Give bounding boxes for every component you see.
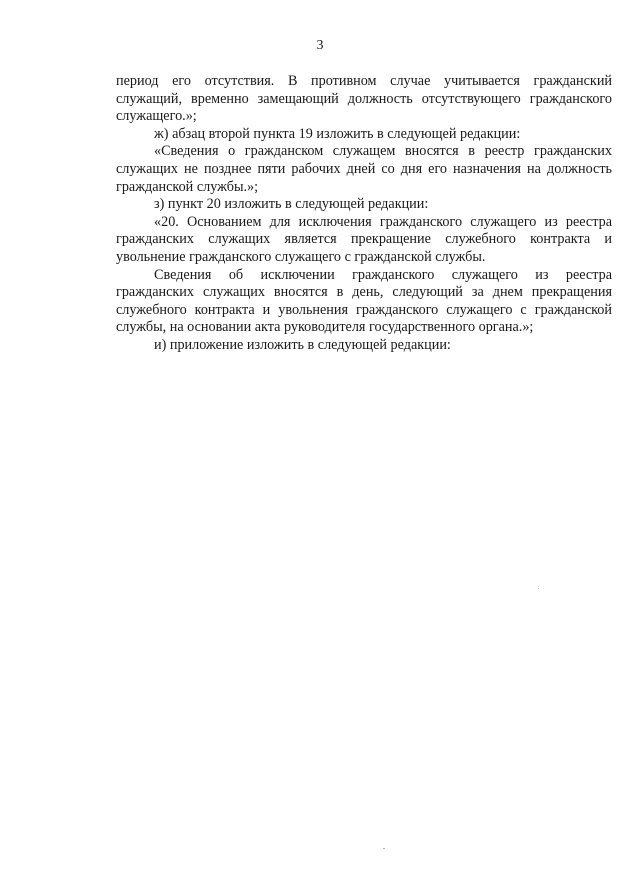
text-line: службы, на основании акта руководителя государственного органа.»; [116, 319, 534, 336]
text-line: служащих не позднее пяти рабочих дней со дня его назначения на должность [116, 160, 612, 177]
text-line: и) приложение изложить в следующей редакции: [154, 336, 451, 353]
text-line: служебного контракта и увольнения гражданского служащего с гражданской [116, 301, 612, 318]
text-line: ж) абзац второй пункта 19 изложить в следующей редакции: [154, 125, 521, 142]
text-line: гражданских служащих является прекращение служебного контракта и [116, 231, 612, 248]
scan-speck [538, 588, 539, 589]
text-line: «20. Основанием для исключения гражданского служащего из реестра [154, 213, 612, 230]
document-body [116, 73, 612, 355]
text-line: «Сведения о гражданском служащем вносятся в реестр гражданских [154, 143, 612, 160]
scan-speck [383, 848, 385, 849]
text-line: гражданской службы.»; [116, 178, 259, 195]
text-line: Сведения об исключении гражданского служащего из реестра [154, 266, 612, 283]
text-line: увольнение гражданского служащего с гражданской службы. [116, 248, 486, 265]
text-line: гражданских служащих вносятся в день, следующий за днем прекращения [116, 284, 612, 301]
page-number: 3 [316, 38, 324, 53]
text-line: период его отсутствия. В противном случае учитывается гражданский [116, 73, 612, 89]
text-line: служащий, временно замещающий должность отсутствующего гражданского [116, 90, 612, 107]
text-line: служащего.»; [116, 108, 197, 125]
text-line: з) пункт 20 изложить в следующей редакции: [154, 196, 429, 213]
